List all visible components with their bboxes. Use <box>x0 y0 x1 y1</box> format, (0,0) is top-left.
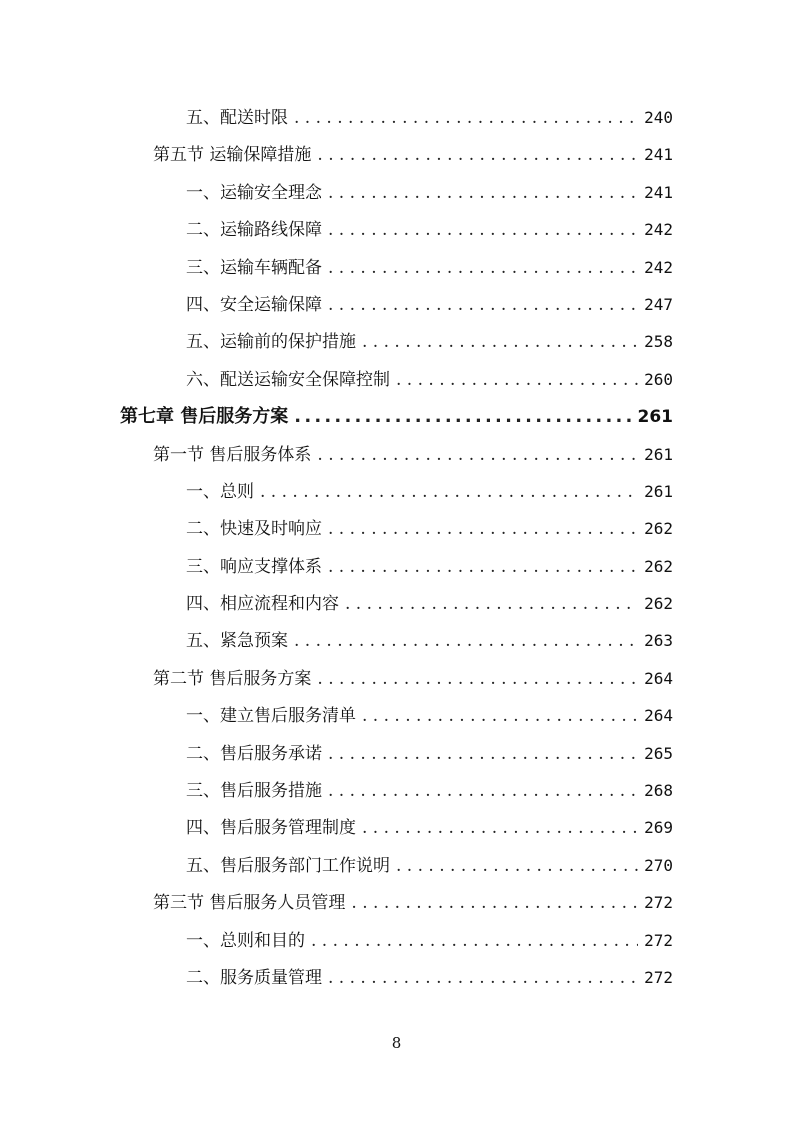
toc-entry[interactable] <box>0 474 793 511</box>
page-number: 8 <box>391 1034 402 1052</box>
toc-entry[interactable] <box>0 511 793 548</box>
toc-entry-title: 五、售后服务部门工作说明 <box>186 855 390 876</box>
toc-entry-page: 261 <box>644 444 673 464</box>
toc-entry-page: 264 <box>644 706 673 726</box>
toc-entry[interactable] <box>0 623 793 660</box>
toc-entry-title: 一、总则 <box>186 481 254 502</box>
toc-entry-page: 242 <box>644 257 673 277</box>
toc-entry-page: 272 <box>644 930 673 950</box>
dot-leader <box>362 330 638 354</box>
table-of-contents <box>0 100 793 997</box>
dot-leader <box>317 143 638 167</box>
dot-leader <box>294 629 638 653</box>
dot-leader <box>317 667 638 691</box>
toc-entry-title: 六、配送运输安全保障控制 <box>186 369 390 390</box>
toc-entry[interactable] <box>0 137 793 174</box>
dot-leader <box>328 742 638 766</box>
dot-leader <box>396 368 638 392</box>
dot-leader <box>260 480 638 504</box>
dot-leader <box>317 443 638 467</box>
toc-entry-page: 242 <box>644 220 673 240</box>
dot-leader <box>351 891 638 915</box>
toc-entry-page: 240 <box>644 108 673 127</box>
toc-entry[interactable] <box>0 848 793 885</box>
toc-entry-title: 二、售后服务承诺 <box>186 743 322 764</box>
toc-entry[interactable] <box>0 960 793 997</box>
toc-entry-page: 272 <box>644 967 673 987</box>
toc-entry-page: 241 <box>644 145 673 165</box>
dot-leader <box>328 966 638 990</box>
toc-entry[interactable] <box>0 698 793 735</box>
toc-entry-title: 四、相应流程和内容 <box>186 594 339 615</box>
toc-entry[interactable] <box>0 324 793 361</box>
toc-entry-page: 241 <box>644 182 673 202</box>
toc-entry-page: 265 <box>644 743 673 763</box>
dot-leader <box>328 779 638 803</box>
toc-entry-title: 五、配送时限 <box>186 108 288 128</box>
dot-leader <box>294 405 631 429</box>
toc-entry-title: 第七章 售后服务方案 <box>120 406 289 428</box>
toc-entry-page: 268 <box>644 781 673 801</box>
toc-entry-title: 第五节 运输保障措施 <box>153 145 312 166</box>
toc-entry-page: 263 <box>644 631 673 651</box>
dot-leader <box>328 218 638 242</box>
dot-leader <box>328 256 638 280</box>
toc-entry[interactable] <box>0 586 793 623</box>
toc-entry[interactable] <box>0 923 793 960</box>
toc-entry[interactable] <box>0 175 793 212</box>
toc-entry[interactable] <box>0 810 793 847</box>
toc-entry-page: 264 <box>644 668 673 688</box>
toc-entry-title: 二、服务质量管理 <box>186 967 322 988</box>
toc-entry-title: 一、总则和目的 <box>186 930 305 951</box>
toc-entry[interactable] <box>0 250 793 287</box>
toc-entry-title: 一、运输安全理念 <box>186 182 322 203</box>
toc-entry-title: 二、运输路线保障 <box>186 220 322 241</box>
toc-entry[interactable] <box>0 212 793 249</box>
dot-leader <box>328 181 638 205</box>
toc-entry-page: 258 <box>644 332 673 352</box>
dot-leader <box>311 929 638 953</box>
toc-entry[interactable] <box>0 773 793 810</box>
toc-entry-title: 第三节 售后服务人员管理 <box>153 893 346 914</box>
dot-leader <box>294 106 638 130</box>
toc-entry[interactable] <box>0 362 793 399</box>
toc-entry-page: 260 <box>644 369 673 389</box>
toc-entry-page: 269 <box>644 818 673 838</box>
toc-entry-page: 261 <box>644 481 673 501</box>
toc-entry-title: 五、运输前的保护措施 <box>186 332 356 353</box>
toc-entry-page: 272 <box>644 893 673 913</box>
toc-entry-page: 247 <box>644 294 673 314</box>
toc-entry-title: 三、售后服务措施 <box>186 781 322 802</box>
dot-leader <box>345 592 638 616</box>
toc-entry-title: 第二节 售后服务方案 <box>153 668 312 689</box>
toc-entry[interactable] <box>0 287 793 324</box>
dot-leader <box>328 293 638 317</box>
toc-entry[interactable] <box>0 736 793 773</box>
toc-entry-title: 二、快速及时响应 <box>186 519 322 540</box>
toc-entry-title: 四、售后服务管理制度 <box>186 818 356 839</box>
toc-entry-title: 三、运输车辆配备 <box>186 257 322 278</box>
toc-entry-page: 261 <box>637 407 673 428</box>
toc-entry-title: 一、建立售后服务清单 <box>186 706 356 727</box>
toc-entry[interactable] <box>0 437 793 474</box>
toc-entry[interactable] <box>0 549 793 586</box>
toc-entry-page: 262 <box>644 556 673 576</box>
toc-entry-page: 270 <box>644 855 673 875</box>
dot-leader <box>328 555 638 579</box>
dot-leader <box>396 854 638 878</box>
toc-entry-page: 262 <box>644 594 673 614</box>
dot-leader <box>362 816 638 840</box>
toc-entry-title: 五、紧急预案 <box>186 631 288 652</box>
dot-leader <box>328 517 638 541</box>
dot-leader <box>362 704 638 728</box>
toc-entry-page: 262 <box>644 519 673 539</box>
toc-entry[interactable] <box>0 399 793 436</box>
toc-entry-title: 三、响应支撑体系 <box>186 556 322 577</box>
toc-entry-title: 四、安全运输保障 <box>186 294 322 315</box>
toc-entry[interactable] <box>0 100 793 137</box>
toc-entry[interactable] <box>0 885 793 922</box>
toc-entry[interactable] <box>0 661 793 698</box>
toc-entry-title: 第一节 售后服务体系 <box>153 444 312 465</box>
